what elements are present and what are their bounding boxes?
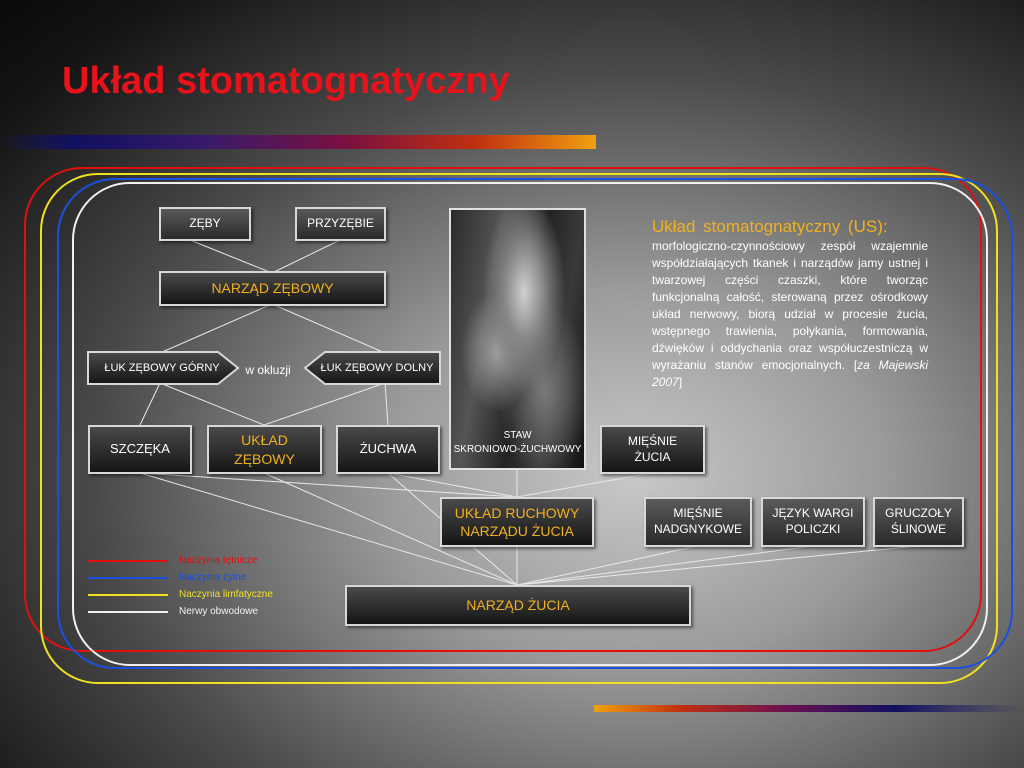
box-jezyk-wargi-policzki: JĘZYK WARGI POLICZKI bbox=[761, 497, 865, 547]
xray-label: STAW SKRONIOWO-ŻUCHWOWY bbox=[453, 430, 582, 455]
description-panel bbox=[652, 216, 928, 391]
footer-label: EAP bbox=[499, 725, 524, 739]
legend-item-arterial: Naczynia tętnicze bbox=[88, 552, 273, 569]
label-luk-gorny: ŁUK ZĘBOWY GÓRNY bbox=[104, 362, 220, 374]
description-close: ] bbox=[678, 375, 683, 389]
box-przyzebie: PRZYZĘBIE bbox=[295, 207, 386, 241]
description-body: morfologiczno-czynnościowy zespół wzajemnie współdziałających tkanek i narządów jamy ustnej i twarzowej części czaszki, które tworząc funkcjonalną całość, sterowaną przez ośrodkowy układ nerwowy, biorą udział w procesie żucia, wstępnego trawienia, połykania, formowania, dźwięków i oddychania oraz współuczestniczą w wyrażaniu stanów emocjonalnych. [ bbox=[652, 239, 928, 372]
box-gruczoly-slinowe: GRUCZOŁY ŚLINOWE bbox=[873, 497, 964, 547]
description-reference: za Majewski 2007 bbox=[652, 358, 928, 389]
box-szczeka: SZCZĘKA bbox=[88, 425, 192, 474]
legend bbox=[88, 552, 273, 620]
box-miesnie-zucia: MIĘŚNIE ŻUCIA bbox=[600, 425, 705, 474]
box-uklad-ruchowy: UKŁAD RUCHOWY NARZĄDU ŻUCIA bbox=[440, 497, 594, 547]
box-narzad-zebowy: NARZĄD ZĘBOWY bbox=[159, 271, 386, 306]
box-narzad-zucia: NARZĄD ŻUCIA bbox=[345, 585, 691, 626]
box-zeby: ZĘBY bbox=[159, 207, 251, 241]
xray-image-tmj bbox=[449, 208, 586, 470]
legend-item-lymphatic: Naczynia limfatyczne bbox=[88, 586, 273, 603]
label-w-okluzji: w okluzji bbox=[245, 363, 291, 377]
legend-item-nerves: Nerwy obwodowe bbox=[88, 603, 273, 620]
decorative-gradient-bar-bottom bbox=[594, 705, 1024, 712]
legend-item-venous: Naczynia żylne bbox=[88, 569, 273, 586]
description-title: Układ stomatognatyczny (US): bbox=[652, 217, 888, 236]
label-luk-dolny: ŁUK ZĘBOWY DOLNY bbox=[320, 362, 434, 374]
box-miesnie-nadgnykowe: MIĘŚNIE NADGNYKOWE bbox=[644, 497, 752, 547]
box-uklad-zebowy: UKŁAD ZĘBOWY bbox=[207, 425, 322, 474]
slide-title: Układ stomatognatyczny bbox=[62, 60, 510, 102]
box-zuchwa: ŻUCHWA bbox=[336, 425, 440, 474]
